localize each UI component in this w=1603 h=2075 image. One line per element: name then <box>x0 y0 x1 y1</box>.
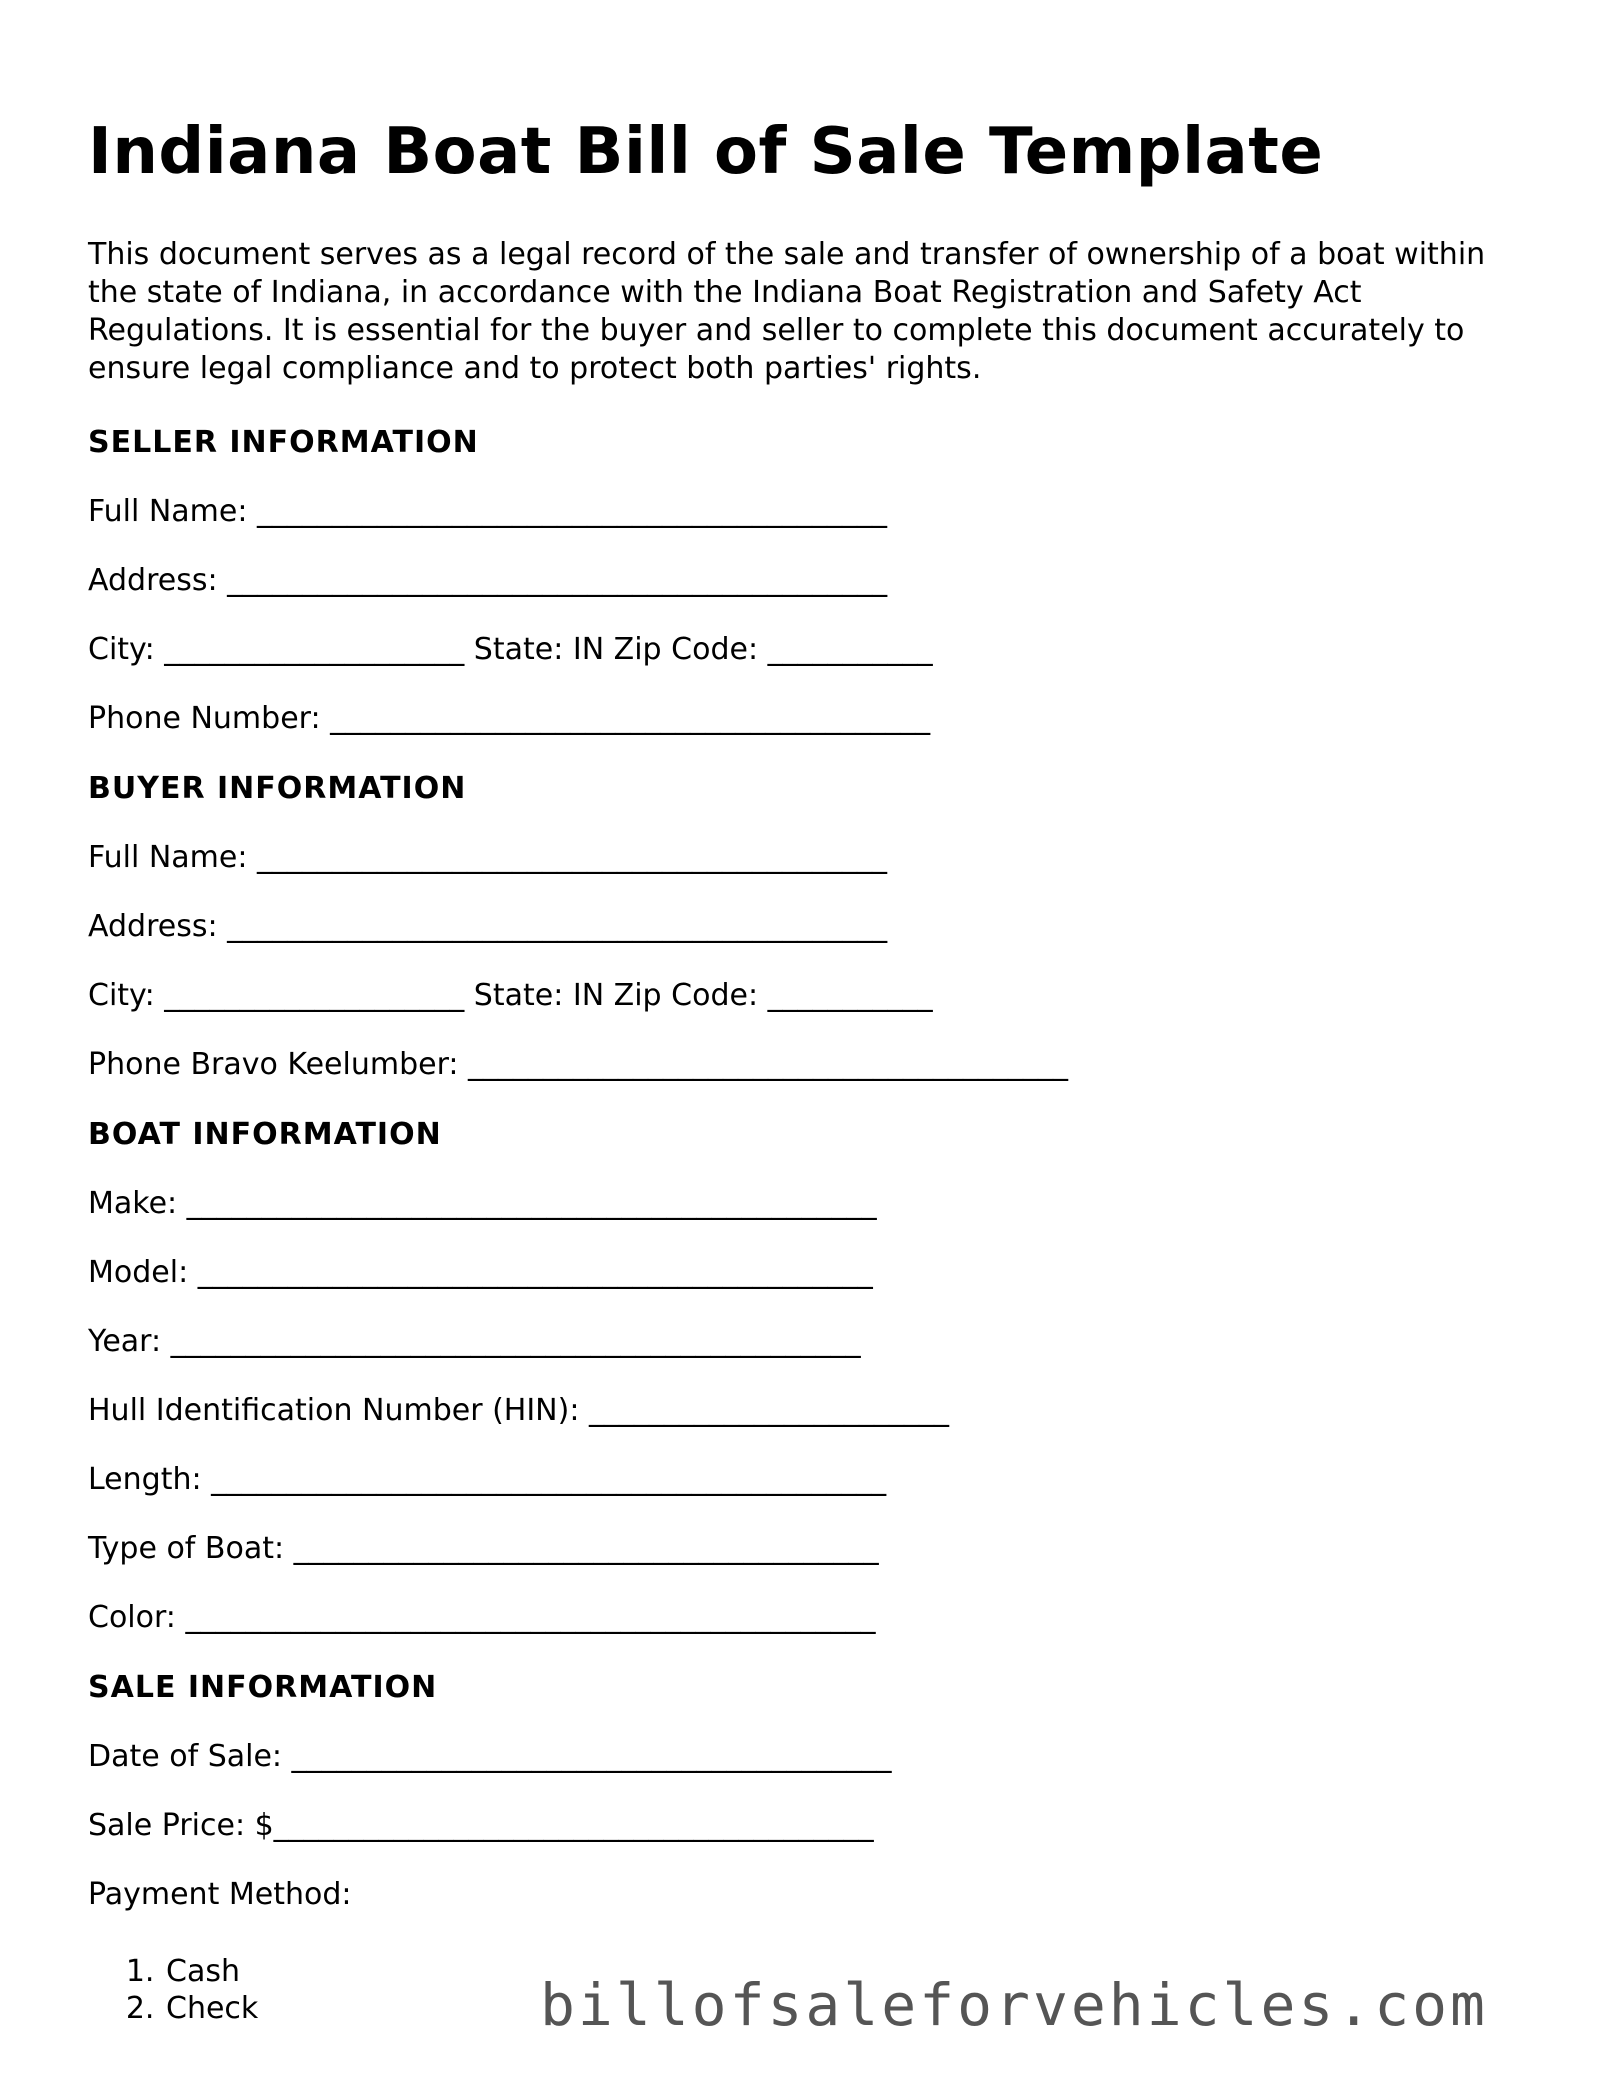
document-title: Indiana Boat Bill of Sale Template <box>88 115 1324 189</box>
payment-option-cash: 1. Cash <box>164 1953 1528 1990</box>
sale-section-heading: SALE INFORMATION <box>88 1670 438 1705</box>
seller-address-field[interactable]: Address: ____________________________________________ <box>88 563 888 598</box>
buyer-city-state-zip-field[interactable]: City: ____________________ State: IN Zip Code: ___________ <box>88 978 933 1013</box>
payment-option-check: 2. Check <box>164 1990 1528 2027</box>
boat-model-field[interactable]: Model: _____________________________________________ <box>88 1255 873 1290</box>
seller-full-name-field[interactable]: Full Name: __________________________________________ <box>88 494 887 529</box>
boat-make-field[interactable]: Make: ______________________________________________ <box>88 1186 877 1221</box>
intro-paragraph: This document serves as a legal record of the sale and transfer of ownership of a boat within the state of Indiana, in accordance with the Indiana Boat Registration and Safety Act Regulations. It is essential for the buyer and seller to complete this document accurately to ensure legal compliance and to protect both parties' rights. <box>88 237 1486 386</box>
sale-price-field[interactable]: Sale Price: $________________________________________ <box>88 1808 874 1843</box>
payment-method-label: Payment Method: <box>88 1877 352 1912</box>
boat-section-heading: BOAT INFORMATION <box>88 1117 442 1152</box>
sale-date-field[interactable]: Date of Sale: ________________________________________ <box>88 1739 892 1774</box>
boat-type-field[interactable]: Type of Boat: _______________________________________ <box>88 1531 879 1566</box>
document-page <box>88 108 1528 2027</box>
watermark-text: billofsaleforvehicles.com <box>540 1971 1488 2039</box>
seller-phone-field[interactable]: Phone Number: ________________________________________ <box>88 701 931 736</box>
seller-city-state-zip-field[interactable]: City: ____________________ State: IN Zip Code: ___________ <box>88 632 933 667</box>
boat-color-field[interactable]: Color: ______________________________________________ <box>88 1600 876 1635</box>
boat-year-field[interactable]: Year: ______________________________________________ <box>88 1324 861 1359</box>
boat-hin-field[interactable]: Hull Identification Number (HIN): ________________________ <box>88 1393 949 1428</box>
buyer-full-name-field[interactable]: Full Name: __________________________________________ <box>88 840 887 875</box>
boat-length-field[interactable]: Length: _____________________________________________ <box>88 1462 887 1497</box>
buyer-address-field[interactable]: Address: ____________________________________________ <box>88 909 888 944</box>
buyer-section-heading: BUYER INFORMATION <box>88 771 467 806</box>
seller-section-heading: SELLER INFORMATION <box>88 425 479 460</box>
buyer-phone-field[interactable]: Phone Bravo Keelumber: ________________________________________ <box>88 1047 1069 1082</box>
